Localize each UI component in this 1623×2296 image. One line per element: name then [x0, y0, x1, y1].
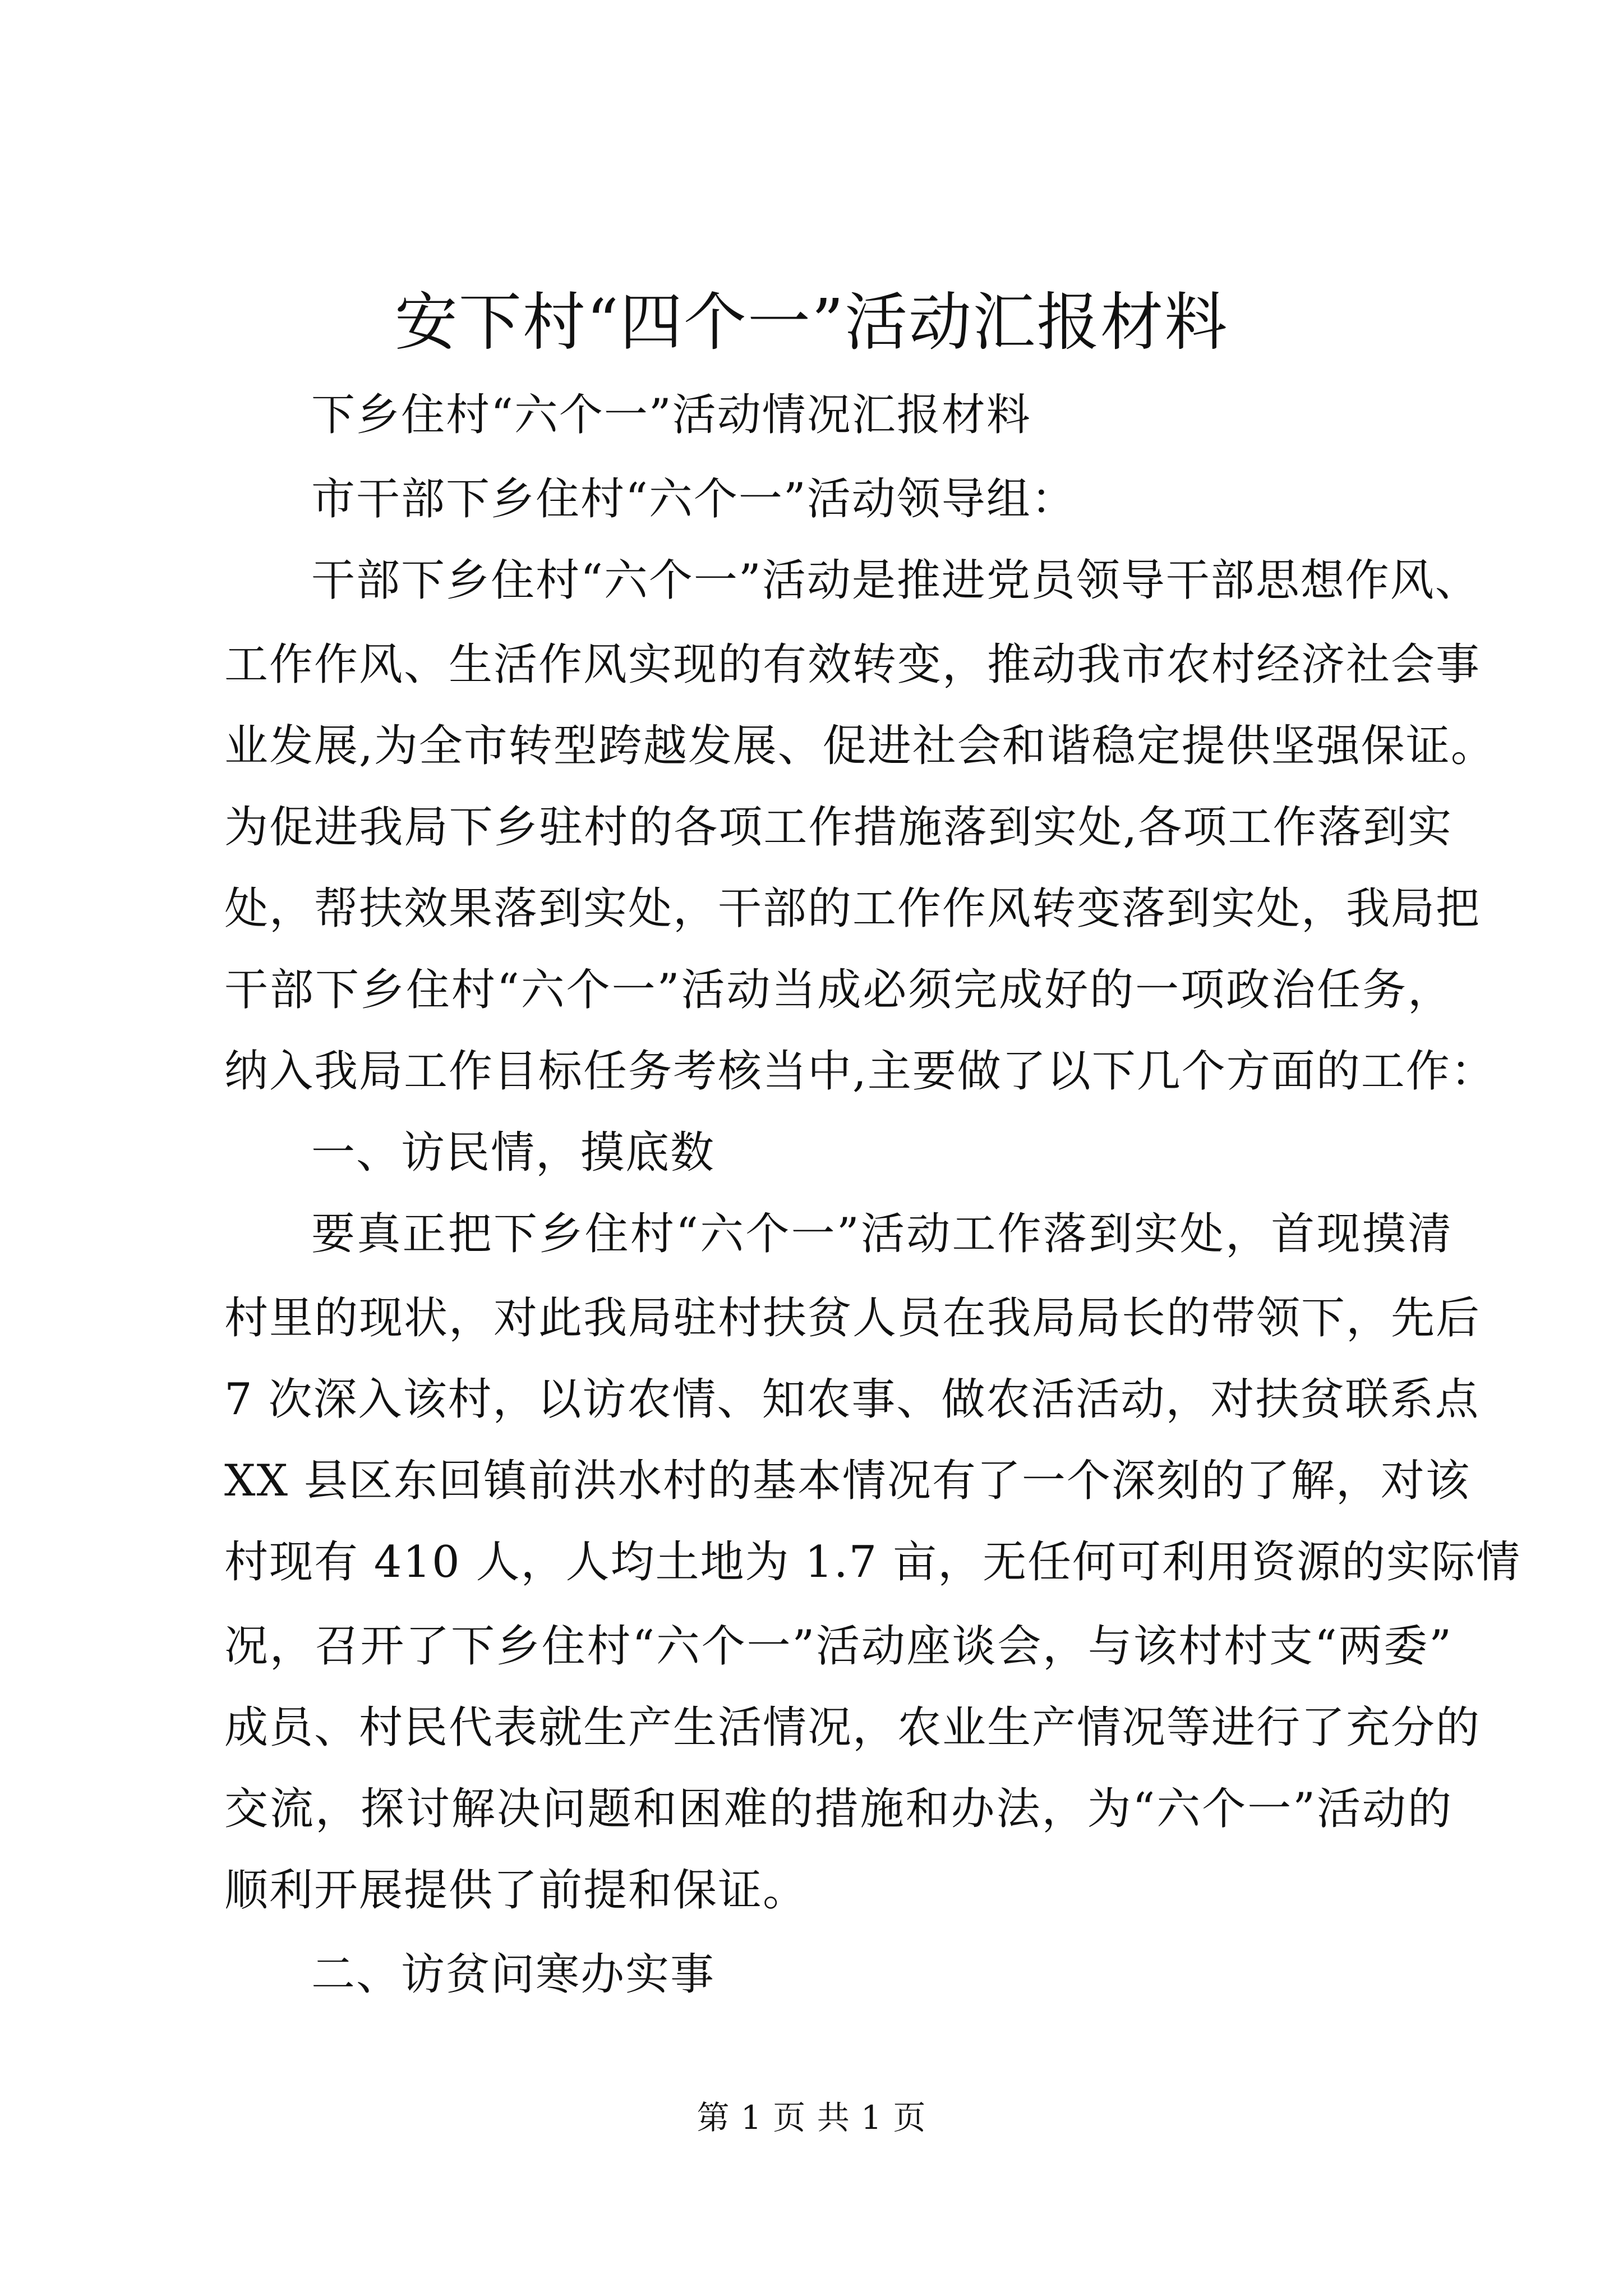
paragraph-line: 要真正把下乡住村“六个一”活动工作落到实处，首现摸清	[311, 1209, 1453, 1259]
document-title: 安下村“四个一”活动汇报材料	[394, 286, 1229, 359]
paragraph-line: 村现有 410 人，人均土地为 1.7 亩，无任何可利用资源的实际情	[224, 1537, 1521, 1588]
paragraph-line: 成员、村民代表就生产生活情况，农业生产情况等进行了充分的	[224, 1703, 1481, 1753]
paragraph-line: 为促进我局下乡驻村的各项工作措施落到实处,各项工作落到实	[224, 802, 1453, 853]
subtitle-line: 下乡住村“六个一”活动情况汇报材料	[311, 390, 1031, 440]
paragraph-line: 业发展,为全市转型跨越发展、促进社会和谐稳定提供坚强保证。	[224, 721, 1496, 771]
paragraph-line: 干部下乡住村“六个一”活动当成必须完成好的一项政治任务，	[224, 965, 1453, 1015]
paragraph-line: 7 次深入该村，以访农情、知农事、做农活活动，对扶贫联系点	[224, 1374, 1480, 1425]
page-number: 第 1 页 共 1 页	[697, 2099, 926, 2137]
paragraph-line: 顺利开展提供了前提和保证。	[224, 1865, 808, 1916]
paragraph-line: XX 县区东回镇前洪水村的基本情况有了一个深刻的了解，对该	[224, 1456, 1470, 1506]
paragraph-line: 交流，探讨解决问题和困难的措施和办法，为“六个一”活动的	[224, 1784, 1453, 1834]
paragraph-line: 处，帮扶效果落到实处，干部的工作作风转变落到实处，我局把	[224, 884, 1481, 934]
salutation-line: 市干部下乡住村“六个一”活动领导组：	[311, 474, 1076, 524]
section-heading: 二、访贫问寒办实事	[311, 1949, 716, 2000]
paragraph-line: 工作作风、生活作风实现的有效转变，推动我市农村经济社会事	[224, 639, 1481, 690]
paragraph-line: 纳入我局工作目标任务考核当中,主要做了以下几个方面的工作：	[224, 1046, 1496, 1097]
paragraph-line: 干部下乡住村“六个一”活动是推进党员领导干部思想作风、	[311, 555, 1480, 606]
paragraph-line: 村里的现状，对此我局驻村扶贫人员在我局局长的带领下，先后	[224, 1293, 1481, 1343]
paragraph-line: 况，召开了下乡住村“六个一”活动座谈会，与该村村支“两委”	[224, 1621, 1453, 1672]
section-heading: 一、访民情，摸底数	[311, 1128, 716, 1178]
